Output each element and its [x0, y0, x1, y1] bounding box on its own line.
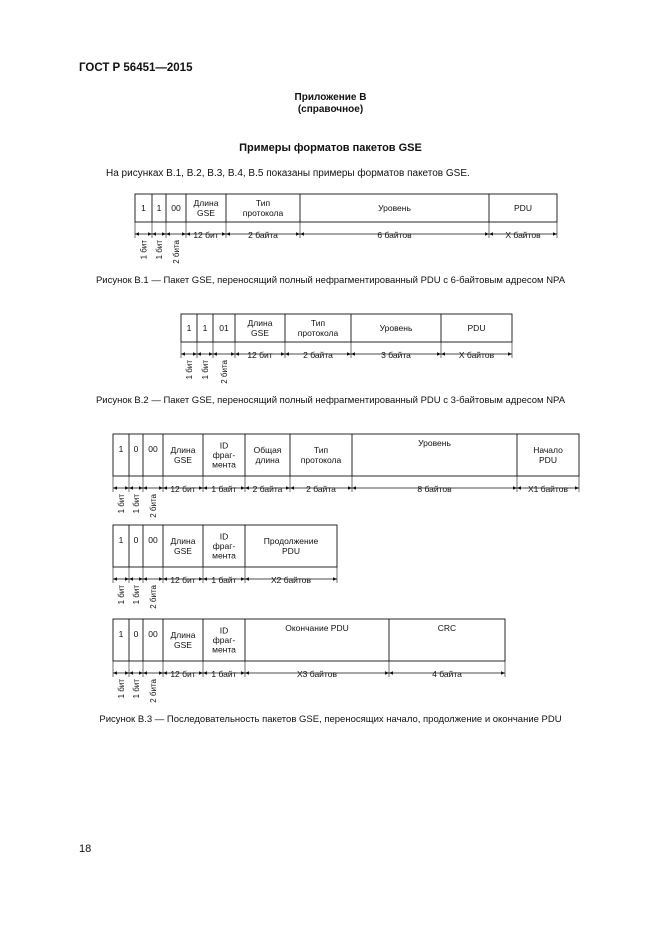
arrow-head: [485, 232, 489, 236]
field-size-label: 1 байт: [211, 484, 237, 494]
field-label: PDU: [539, 454, 557, 465]
arrow-head: [197, 352, 201, 356]
field-label: PDU: [467, 323, 486, 333]
field-size-label: 2 байта: [303, 350, 333, 360]
arrow-head: [163, 577, 167, 581]
arrow-head: [166, 232, 170, 236]
arrow-head: [508, 352, 512, 356]
field-label: 00: [148, 444, 158, 454]
field-label: Тип: [255, 198, 271, 209]
arrow-head: [113, 486, 117, 490]
field-label: CRC: [437, 623, 457, 633]
field-label: Длина: [247, 318, 273, 329]
field-size-label: 2 бита: [172, 240, 181, 264]
arrow-head: [143, 486, 147, 490]
arrow-head: [347, 352, 351, 356]
field-label: GSE: [174, 454, 192, 465]
field-label: 0: [133, 444, 139, 454]
field-label: Уровень: [378, 203, 411, 213]
arrow-head: [203, 486, 207, 490]
field-size-label: X байтов: [458, 350, 495, 360]
field-label: 00: [171, 203, 181, 213]
field-label: 1: [156, 203, 162, 213]
arrow-head: [139, 671, 143, 675]
packet-fig3b: [113, 525, 337, 609]
field-size-label: 2 бита: [149, 585, 158, 609]
arrow-head: [241, 671, 245, 675]
arrow-head: [281, 352, 285, 356]
field-size-label: 2 бита: [220, 360, 229, 384]
field-label: 1: [202, 323, 208, 333]
field-label: PDU: [514, 203, 532, 213]
field-label: GSE: [174, 545, 192, 556]
arrow-head: [241, 486, 245, 490]
arrow-head: [517, 486, 521, 490]
arrow-head: [348, 486, 352, 490]
appendix-title: Приложение В: [294, 92, 367, 103]
arrow-head: [437, 352, 441, 356]
arrow-head: [231, 352, 235, 356]
arrow-head: [285, 352, 289, 356]
arrow-head: [300, 232, 304, 236]
arrow-head: [181, 352, 185, 356]
field-size-label: 6 байтов: [377, 230, 412, 240]
arrow-head: [553, 232, 557, 236]
packet-fig1: [135, 194, 557, 264]
field-label: 1: [141, 203, 146, 213]
field-label: фраг-: [212, 541, 236, 551]
intro-text: На рисунках В.1, В.2, В.3, В.4, В.5 показаны примеры форматов пакетов GSE.: [106, 168, 470, 179]
field-label: фраг-: [212, 635, 236, 645]
field-label: GSE: [174, 639, 192, 650]
field-size-label: 12 бит: [170, 669, 196, 679]
field-size-label: 12 бит: [170, 484, 196, 494]
packet-frame: [181, 314, 512, 342]
field-size-label: X байтов: [505, 230, 541, 240]
field-label: Длина: [170, 630, 196, 641]
field-size-label: 2 байта: [248, 230, 278, 240]
arrow-head: [203, 671, 207, 675]
field-label: мента: [212, 550, 236, 561]
field-size-label: 12 бит: [193, 230, 219, 240]
field-size-label: 3 байта: [381, 350, 411, 360]
arrow-head: [129, 671, 133, 675]
field-size-label: 2 байта: [252, 484, 283, 494]
arrow-head: [139, 577, 143, 581]
field-label: Продолжение: [263, 536, 319, 547]
field-label: фраг-: [212, 450, 236, 460]
arrow-head: [125, 671, 129, 675]
field-label: Начало: [533, 445, 563, 456]
field-size-label: X1 байтов: [528, 484, 568, 494]
field-size-label: X3 байтов: [297, 669, 337, 679]
arrow-head: [296, 232, 300, 236]
field-label: 01: [219, 323, 229, 333]
arrow-head: [286, 486, 290, 490]
arrow-head: [162, 232, 166, 236]
field-size-label: 1 байт: [211, 575, 237, 585]
arrow-head: [135, 232, 139, 236]
field-label: ID: [219, 625, 229, 636]
field-label: длина: [255, 454, 280, 465]
field-size-label: 2 бита: [149, 494, 158, 518]
field-size-label: 1 бит: [132, 494, 141, 514]
field-label: Длина: [170, 445, 196, 456]
arrow-head: [113, 671, 117, 675]
field-label: Уровень: [418, 438, 451, 448]
arrow-head: [235, 352, 239, 356]
arrow-head: [125, 486, 129, 490]
arrow-head: [489, 232, 493, 236]
field-size-label: 1 байт: [211, 669, 237, 679]
field-label: 1: [118, 629, 124, 639]
arrow-head: [333, 577, 337, 581]
field-size-label: 1 бит: [132, 679, 141, 699]
field-size-label: 1 бит: [155, 240, 164, 260]
field-size-label: 4 байта: [432, 669, 462, 679]
field-size-label: X2 байтов: [271, 575, 311, 585]
packet-fig2: [181, 314, 512, 384]
caption-figure-b3: Рисунок В.3 — Последовательность пакетов GSE, переносящих начало, продолжение и окончание PDU: [99, 714, 562, 725]
arrow-head: [352, 486, 356, 490]
arrow-head: [148, 232, 152, 236]
caption-figure-b2: Рисунок В.2 — Пакет GSE, переносящий полный нефрагментированный PDU с 3-байтовым адресом NPA: [95, 395, 566, 406]
field-label: Окончание PDU: [285, 623, 349, 633]
arrow-head: [385, 671, 389, 675]
field-size-label: 1 бит: [139, 240, 149, 260]
arrow-head: [241, 577, 245, 581]
arrow-head: [193, 352, 197, 356]
arrow-head: [199, 486, 203, 490]
field-size-label: 1 бит: [117, 585, 126, 605]
arrow-head: [213, 352, 217, 356]
field-label: Уровень: [379, 323, 413, 333]
arrow-head: [209, 352, 213, 356]
field-label: Длина: [193, 198, 219, 209]
field-label: протокола: [297, 327, 339, 338]
field-label: PDU: [282, 545, 300, 556]
field-label: мента: [212, 644, 236, 655]
arrow-head: [501, 671, 505, 675]
packet-fig3a: [113, 434, 579, 518]
section-title: Примеры форматов пакетов GSE: [239, 142, 422, 154]
field-size-label: 8 байтов: [417, 484, 452, 494]
field-size-label: 1 бит: [117, 494, 126, 514]
field-size-label: 2 байта: [306, 484, 336, 494]
field-label: Тип: [313, 445, 329, 456]
arrow-head: [186, 232, 190, 236]
arrow-head: [182, 232, 186, 236]
arrow-head: [159, 577, 163, 581]
field-label: Общая: [253, 445, 282, 456]
arrow-head: [245, 577, 249, 581]
field-label: ID: [219, 440, 229, 451]
page-number: 18: [79, 843, 92, 855]
arrow-head: [129, 486, 133, 490]
document-header: ГОСТ Р 56451—2015: [79, 62, 193, 74]
field-label: протокола: [300, 454, 342, 465]
field-label: GSE: [197, 207, 215, 218]
arrow-head: [113, 577, 117, 581]
arrow-head: [222, 232, 226, 236]
arrow-head: [203, 577, 207, 581]
arrow-head: [143, 671, 147, 675]
field-label: 00: [148, 535, 158, 545]
arrow-head: [143, 577, 147, 581]
arrow-head: [152, 232, 156, 236]
field-size-label: 1 бит: [117, 679, 126, 699]
arrow-head: [245, 671, 249, 675]
arrow-head: [513, 486, 517, 490]
arrow-head: [159, 671, 163, 675]
packet-fig3c: [113, 619, 505, 703]
arrow-head: [125, 577, 129, 581]
arrow-head: [441, 352, 445, 356]
field-label: Тип: [310, 318, 326, 329]
arrow-head: [129, 577, 133, 581]
arrow-head: [226, 232, 230, 236]
arrow-head: [575, 486, 579, 490]
field-size-label: 1 бит: [132, 585, 141, 605]
field-label: 1: [118, 444, 124, 454]
field-size-label: 1 бит: [185, 360, 194, 380]
field-label: 0: [133, 629, 139, 639]
field-label: мента: [212, 459, 236, 470]
arrow-head: [199, 671, 203, 675]
field-label: 1: [186, 323, 192, 333]
field-size-label: 2 бита: [149, 679, 158, 703]
field-label: GSE: [251, 327, 269, 338]
field-size-label: 12 бит: [170, 575, 196, 585]
field-label: протокола: [242, 207, 284, 218]
arrow-head: [139, 486, 143, 490]
arrow-head: [351, 352, 355, 356]
field-size-label: 12 бит: [247, 350, 273, 360]
arrow-head: [159, 486, 163, 490]
arrow-head: [290, 486, 294, 490]
arrow-head: [389, 671, 393, 675]
arrow-head: [245, 486, 249, 490]
field-label: 1: [118, 535, 124, 545]
appendix-subtitle: (справочное): [297, 104, 364, 115]
field-label: 00: [148, 629, 158, 639]
arrow-head: [199, 577, 203, 581]
field-label: ID: [219, 531, 229, 542]
arrow-head: [163, 486, 167, 490]
caption-figure-b1: Рисунок В.1 — Пакет GSE, переносящий полный нефрагментированный PDU с 6-байтовым адресом NPA: [95, 275, 566, 286]
field-label: 0: [133, 535, 139, 545]
arrow-head: [163, 671, 167, 675]
field-label: Длина: [170, 536, 196, 547]
field-size-label: 1 бит: [201, 360, 210, 380]
